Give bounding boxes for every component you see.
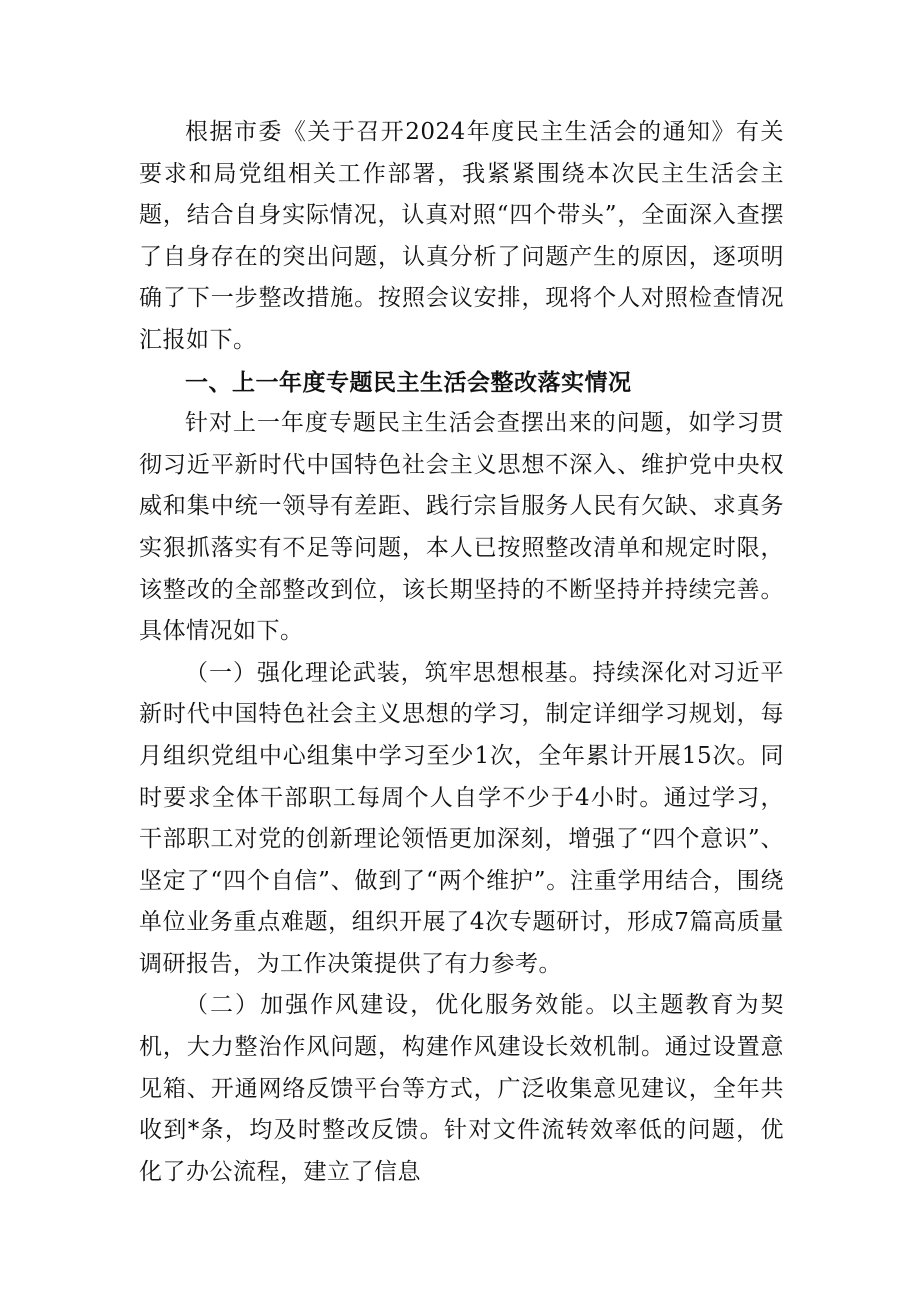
intro-paragraph: 根据市委《关于召开2024年度民主生活会的通知》有关要求和局党组相关工作部署，我紧紧围绕本次民主生活会主题，结合自身实际情况，认真对照“四个带头”，全面深入查摆了自身存在的突出问题，认真分析了问题产生的原因，逐项明确了下一步整改措施。按照会议安排，现将个人对照检查情况汇报如下。 (139, 119, 784, 353)
document-body (139, 112, 784, 1193)
subsection-2-paragraph: （二）加强作风建设，优化服务效能。以主题教育为契机，大力整治作风问题，构建作风建设长效机制。通过设置意见箱、开通网络反馈平台等方式，广泛收集意见建议，全年共收到*条，均及时整改反馈。针对文件流转效率低的问题，优化了办公流程，建立了信息 (139, 992, 784, 1185)
section-1-intro-paragraph: 针对上一年度专题民主生活会查摆出来的问题，如学习贯彻习近平新时代中国特色社会主义思想不深入、维护党中央权威和集中统一领导有差距、践行宗旨服务人民有欠缺、求真务实狠抓落实有不足等问题，本人已按照整改清单和规定时限，该整改的全部整改到位，该长期坚持的不断坚持并持续完善。具体情况如下。 (139, 410, 784, 645)
section-heading-1: 一、上一年度专题民主生活会整改落实情况 (185, 368, 632, 396)
subsection-1-paragraph: （一）强化理论武装，筑牢思想根基。持续深化对习近平新时代中国特色社会主义思想的学习，制定详细学习规划，每月组织党组中心组集中学习至少1次，全年累计开展15次。同时要求全体干部职工每周个人自学不少于4小时。通过学习，干部职工对党的创新理论领悟更加深刻，增强了“四个意识”、坚定了“四个自信”、做到了“两个维护”。注重学用结合，围绕单位业务重点难题，组织开展了4次专题研讨，形成7篇高质量调研报告，为工作决策提供了有力参考。 (139, 659, 784, 977)
